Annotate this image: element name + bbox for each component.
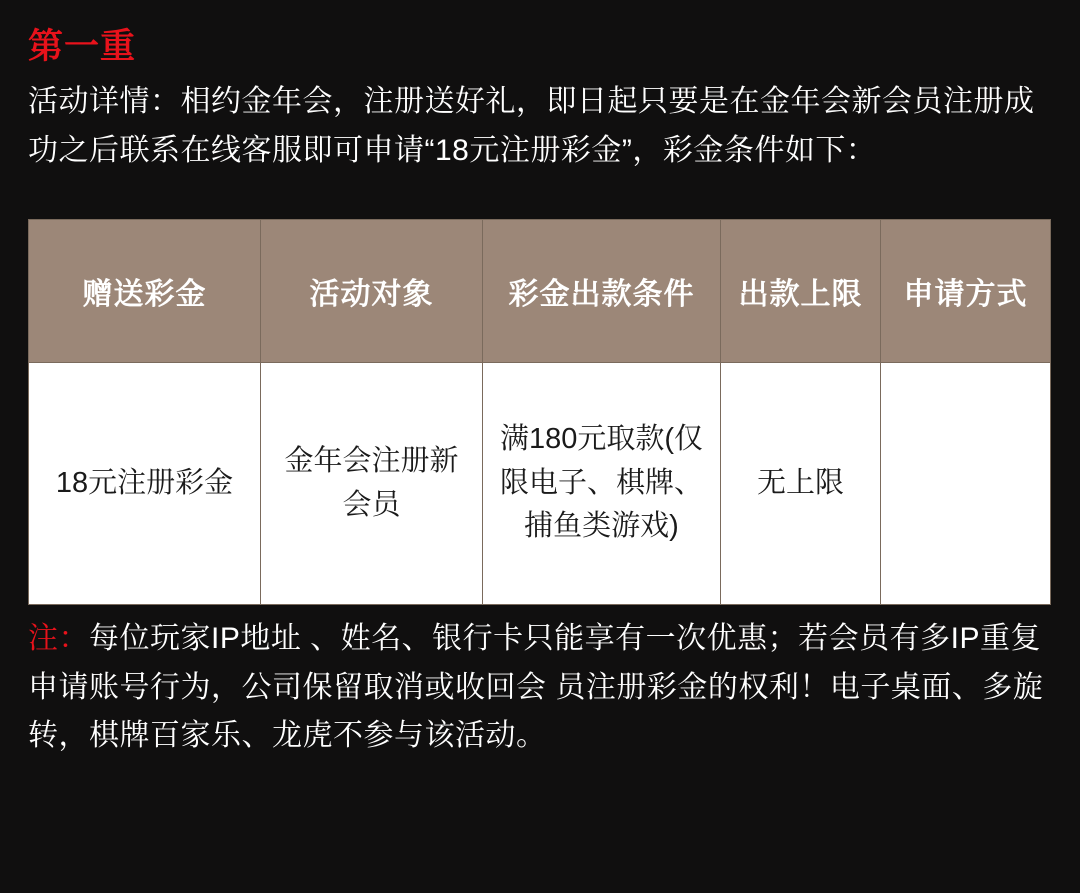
column-header-target: 活动对象 — [261, 220, 483, 363]
table-body — [29, 363, 1051, 605]
footnote — [28, 615, 1052, 761]
cell-apply-method — [881, 363, 1051, 605]
cell-withdraw-condition: 满180元取款(仅限电子、棋牌、捕鱼类游戏) — [483, 363, 721, 605]
footnote-text: 每位玩家IP地址 、姓名、银行卡只能享有一次优惠；若会员有多IP重复申请账号行为，公司保留取消或收回会 员注册彩金的权利！电子桌面、多旋转，棋牌百家乐、龙虎不参与该活动。 — [28, 622, 1044, 753]
column-header-apply-method: 申请方式 — [881, 220, 1051, 363]
bonus-conditions-table — [28, 219, 1051, 605]
table-header — [29, 220, 1051, 363]
footnote-label: 注： — [28, 622, 89, 656]
column-header-bonus-amount: 赠送彩金 — [29, 220, 261, 363]
cell-bonus-amount: 18元注册彩金 — [29, 363, 261, 605]
cell-target: 金年会注册新会员 — [261, 363, 483, 605]
table-row — [29, 363, 1051, 605]
page-title: 第一重 — [28, 27, 137, 66]
column-header-withdraw-limit: 出款上限 — [721, 220, 881, 363]
column-header-withdraw-condition: 彩金出款条件 — [483, 220, 721, 363]
table-header-row — [29, 220, 1051, 363]
intro-paragraph: 活动详情：相约金年会，注册送好礼，即日起只要是在金年会新会员注册成功之后联系在线客服即可申请“18元注册彩金”，彩金条件如下： — [28, 85, 1035, 167]
cell-withdraw-limit: 无上限 — [721, 363, 881, 605]
